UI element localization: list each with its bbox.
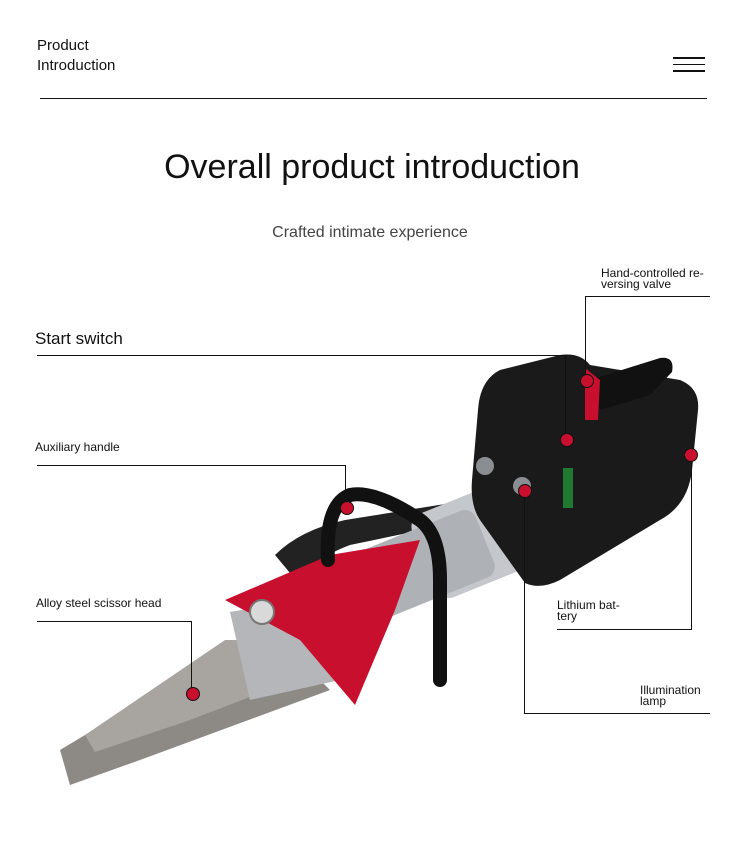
marker-dot-lithium-battery[interactable] xyxy=(684,448,698,462)
callout-line-start-switch xyxy=(37,355,565,356)
page-title: Overall product introduction xyxy=(164,148,580,186)
page-subtitle: Crafted intimate experience xyxy=(272,224,468,241)
callout-scissor-head: Alloy steel scissor head xyxy=(36,596,162,610)
marker-dot-start-switch[interactable] xyxy=(560,433,574,447)
callout-reversing-valve: Hand-controlled re- versing valve xyxy=(601,266,704,291)
callout-line-auxiliary-handle xyxy=(37,465,345,466)
marker-dot-reversing-valve[interactable] xyxy=(580,374,594,388)
callout-line-scissor-head xyxy=(37,621,191,622)
callout-start-switch: Start switch xyxy=(35,329,123,348)
callout-lithium-battery: Lithium bat- tery xyxy=(557,598,620,623)
callout-line-reversing-valve xyxy=(585,296,710,297)
marker-dot-illumination-lamp[interactable] xyxy=(518,484,532,498)
marker-dot-scissor-head[interactable] xyxy=(186,687,200,701)
header-title-line1: Product xyxy=(37,37,89,54)
callout-line-illumination-lamp xyxy=(524,713,710,714)
callout-auxiliary-handle: Auxiliary handle xyxy=(35,440,120,454)
header-title-line2: Introduction xyxy=(37,57,116,74)
callout-illumination-lamp: Illumination lamp xyxy=(640,683,701,708)
marker-dot-auxiliary-handle[interactable] xyxy=(340,501,354,515)
callout-line-lithium-battery xyxy=(557,629,691,630)
